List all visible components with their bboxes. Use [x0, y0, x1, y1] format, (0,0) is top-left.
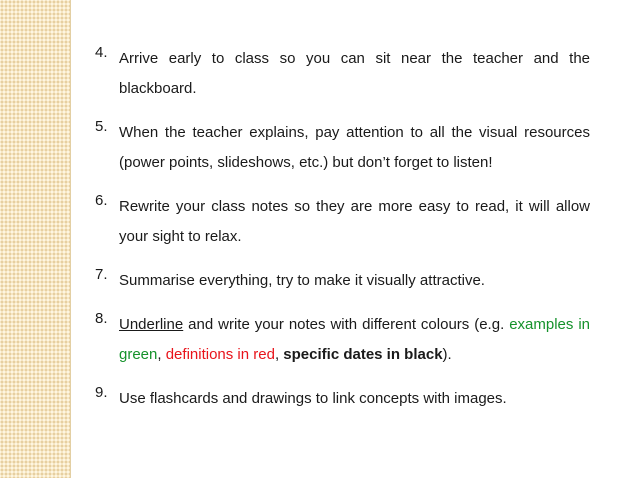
item-number: 4. — [95, 44, 108, 61]
item-text: Summarise everything, try to make it visually attractive. — [119, 272, 485, 289]
tips-list — [95, 44, 590, 414]
item-text: When the teacher explains, pay attention to all the visual resources (power points, slideshows, etc.) but don’t forget to listen! — [119, 124, 590, 171]
item-text — [119, 310, 590, 370]
item-text: Rewrite your class notes so they are more easy to read, it will allow your sight to relax. — [119, 198, 590, 245]
decorative-side-band — [0, 0, 70, 478]
separator: , — [274, 346, 284, 363]
list-item — [95, 118, 590, 178]
green-example-text: examples in green — [119, 316, 590, 363]
list-item — [95, 266, 590, 296]
item-text: Use flashcards and drawings to link concepts with images. — [119, 390, 507, 407]
list-item — [95, 192, 590, 252]
item-text-end: ). — [442, 346, 452, 363]
red-definition-text: definitions in red — [165, 346, 275, 363]
item-number: 5. — [95, 118, 108, 135]
item-text: Arrive early to class so you can sit near the teacher and the blackboard. — [119, 50, 590, 97]
item-number: 8. — [95, 310, 108, 327]
underlined-word: Underline — [119, 316, 184, 333]
item-text-middle: and write your notes with different colours (e.g. — [183, 316, 510, 333]
list-item — [95, 384, 590, 414]
bold-dates-text: specific dates in black — [283, 346, 443, 363]
list-item — [95, 44, 590, 104]
separator: , — [157, 346, 166, 363]
item-number: 9. — [95, 384, 108, 401]
item-number: 6. — [95, 192, 108, 209]
list-item — [95, 310, 590, 370]
item-number: 7. — [95, 266, 108, 283]
side-divider — [70, 0, 71, 478]
